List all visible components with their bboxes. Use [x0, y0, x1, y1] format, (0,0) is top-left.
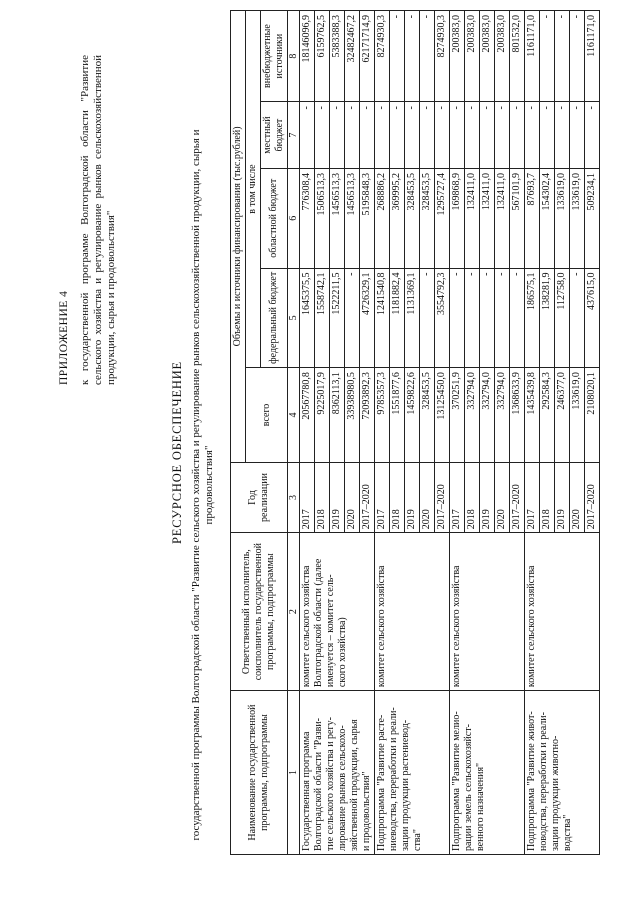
- regional-cell: 133619,0: [555, 168, 570, 268]
- federal-cell: 1558742,1: [315, 268, 330, 368]
- regional-cell: 132411,0: [495, 168, 510, 268]
- external-cell: 18146096,9: [300, 11, 315, 102]
- col-number: 2: [288, 533, 300, 691]
- total-cell: 9785357,3: [375, 368, 390, 463]
- federal-cell: -: [495, 268, 510, 368]
- year-cell: 2019: [480, 462, 495, 532]
- program-name-line: рации земель сельскохозяйст-: [463, 724, 474, 851]
- total-cell: 1551877,6: [390, 368, 405, 463]
- federal-cell: 1131369,1: [405, 268, 420, 368]
- federal-cell: 1645375,5: [300, 268, 315, 368]
- local-cell: -: [465, 102, 480, 169]
- header-executor: Ответственный исполнитель, соисполнитель государственной программы, подпрограммы: [231, 533, 288, 691]
- federal-cell: 112758,0: [555, 268, 570, 368]
- external-cell: 1161171,0: [585, 11, 600, 102]
- program-name-cell: [450, 691, 525, 855]
- local-cell: -: [420, 102, 435, 169]
- executor-cell: [375, 533, 450, 691]
- external-cell: 200383,0: [465, 11, 480, 102]
- external-cell: -: [570, 11, 585, 102]
- total-cell: 370251,9: [450, 368, 465, 463]
- federal-cell: -: [420, 268, 435, 368]
- year-cell: 2020: [420, 462, 435, 532]
- regional-cell: 1295727,4: [435, 168, 450, 268]
- regional-cell: 328453,5: [420, 168, 435, 268]
- external-cell: 32482467,2: [345, 11, 360, 102]
- federal-cell: -: [570, 268, 585, 368]
- regional-cell: 268886,2: [375, 168, 390, 268]
- program-name-cell: [375, 691, 450, 855]
- year-cell: 2017–2020: [585, 462, 600, 532]
- table-row: [375, 11, 390, 855]
- header-including: в том числе: [246, 11, 261, 368]
- federal-cell: 186575,1: [525, 268, 540, 368]
- local-cell: -: [450, 102, 465, 169]
- regional-cell: 132411,0: [480, 168, 495, 268]
- local-cell: -: [495, 102, 510, 169]
- total-cell: 13125450,0: [435, 368, 450, 463]
- regional-cell: 328453,5: [405, 168, 420, 268]
- external-cell: 5383388,3: [330, 11, 345, 102]
- executor-line: комитет сельского хозяйства: [376, 565, 387, 688]
- federal-cell: 437615,0: [585, 268, 600, 368]
- header-regional: областной бюджет: [261, 168, 288, 268]
- executor-cell: [450, 533, 525, 691]
- col-number: 7: [288, 102, 300, 169]
- appendix-reference: к государственной программе Волгоградской области "Развитие сельского хозяйства и регулирование рынков сельскохозяйственной продукции, сырья и продовольствия": [79, 55, 117, 385]
- external-cell: 200383,0: [450, 11, 465, 102]
- federal-cell: 1522211,5: [330, 268, 345, 368]
- total-cell: 133619,0: [570, 368, 585, 463]
- total-cell: 1459822,6: [405, 368, 420, 463]
- external-cell: 8274930,3: [435, 11, 450, 102]
- col-number: 8: [288, 11, 300, 102]
- local-cell: -: [300, 102, 315, 169]
- regional-cell: 776308,4: [300, 168, 315, 268]
- local-cell: -: [330, 102, 345, 169]
- header-total: всего: [246, 368, 288, 463]
- year-cell: 2018: [540, 462, 555, 532]
- year-cell: 2020: [345, 462, 360, 532]
- header-program: Наименование государственной программы, подпрограммы: [231, 691, 288, 855]
- program-name-line: зации продукции животно-: [550, 735, 561, 851]
- regional-cell: 5195848,3: [360, 168, 375, 268]
- regional-cell: 87693,7: [525, 168, 540, 268]
- program-name-line: венного назначения": [475, 762, 486, 851]
- executor-line: комитет сельского хозяйства: [526, 565, 537, 688]
- local-cell: -: [390, 102, 405, 169]
- regional-cell: 567101,9: [510, 168, 525, 268]
- col-number: 4: [288, 368, 300, 463]
- federal-cell: -: [450, 268, 465, 368]
- year-cell: 2017–2020: [435, 462, 450, 532]
- federal-cell: -: [480, 268, 495, 368]
- program-name-line: ства": [412, 829, 423, 851]
- external-cell: -: [420, 11, 435, 102]
- executor-cell: [525, 533, 600, 691]
- external-cell: 801532,0: [510, 11, 525, 102]
- federal-cell: -: [510, 268, 525, 368]
- federal-cell: -: [345, 268, 360, 368]
- executor-line: Волгоградской области (далее: [313, 558, 324, 688]
- program-name-cell: [300, 691, 375, 855]
- external-cell: 8274930,3: [375, 11, 390, 102]
- total-cell: 328453,5: [420, 368, 435, 463]
- program-name-line: зяйственной продукции, сырья: [349, 719, 360, 851]
- program-name-line: Подпрограмма "Развитие расте-: [376, 714, 387, 851]
- federal-cell: 138281,9: [540, 268, 555, 368]
- total-cell: 332794,0: [495, 368, 510, 463]
- executor-line: именуется – комитет сель-: [325, 574, 336, 688]
- local-cell: -: [480, 102, 495, 169]
- total-cell: 292584,3: [540, 368, 555, 463]
- header-federal: федеральный бюджет: [261, 268, 288, 368]
- header-external: внебюджетные источники: [261, 11, 288, 102]
- external-cell: 62171714,9: [360, 11, 375, 102]
- local-cell: -: [570, 102, 585, 169]
- regional-cell: 169868,9: [450, 168, 465, 268]
- program-name-line: водства": [562, 814, 573, 851]
- local-cell: -: [540, 102, 555, 169]
- executor-line: комитет сельского хозяйства: [301, 565, 312, 688]
- year-cell: 2017: [450, 462, 465, 532]
- local-cell: -: [585, 102, 600, 169]
- total-cell: 1368633,9: [510, 368, 525, 463]
- program-name-line: Подпрограмма "Развитие мелио-: [451, 711, 462, 851]
- year-cell: 2018: [315, 462, 330, 532]
- local-cell: -: [525, 102, 540, 169]
- year-cell: 2019: [555, 462, 570, 532]
- executor-line: комитет сельского хозяйства: [451, 565, 462, 688]
- federal-cell: 1241540,8: [375, 268, 390, 368]
- appendix-header: [58, 55, 118, 385]
- local-cell: -: [315, 102, 330, 169]
- program-name-line: тие сельского хозяйства и регу-: [325, 717, 336, 851]
- table-body: [300, 11, 600, 855]
- local-cell: -: [435, 102, 450, 169]
- col-number: 3: [288, 462, 300, 532]
- year-cell: 2019: [330, 462, 345, 532]
- regional-cell: 1456513,3: [330, 168, 345, 268]
- regional-cell: 369995,2: [390, 168, 405, 268]
- year-cell: 2018: [390, 462, 405, 532]
- program-name-line: Государственная программа: [301, 731, 312, 851]
- program-name-line: Волгоградской области "Разви-: [313, 717, 324, 851]
- col-number: 6: [288, 168, 300, 268]
- executor-line: ского хозяйства): [337, 617, 348, 688]
- regional-cell: 1456513,3: [345, 168, 360, 268]
- total-cell: 72093892,3: [360, 368, 375, 463]
- year-cell: 2017: [525, 462, 540, 532]
- year-cell: 2018: [465, 462, 480, 532]
- total-cell: 332794,0: [465, 368, 480, 463]
- table-row: [525, 11, 540, 855]
- year-cell: 2020: [495, 462, 510, 532]
- local-cell: -: [375, 102, 390, 169]
- year-cell: 2017–2020: [360, 462, 375, 532]
- program-name-line: лирование рынков сельскохо-: [337, 725, 348, 851]
- total-cell: 8362113,1: [330, 368, 345, 463]
- external-cell: 200383,0: [480, 11, 495, 102]
- regional-cell: 1506513,3: [315, 168, 330, 268]
- total-cell: 2108020,1: [585, 368, 600, 463]
- col-number: 5: [288, 268, 300, 368]
- program-name-cell: [525, 691, 600, 855]
- program-name-line: новодства, переработки и реали-: [538, 712, 549, 851]
- table-row: [300, 11, 315, 855]
- regional-cell: 509234,1: [585, 168, 600, 268]
- total-cell: 1435439,8: [525, 368, 540, 463]
- local-cell: -: [360, 102, 375, 169]
- program-name-line: зации продукции растениевод-: [400, 719, 411, 851]
- program-name-line: Подпрограмма "Развитие живот-: [526, 711, 537, 851]
- resource-table: [230, 10, 600, 855]
- header-funding: Объемы и источники финансирования (тыс.рублей): [231, 11, 246, 463]
- regional-cell: 133619,0: [570, 168, 585, 268]
- external-cell: -: [555, 11, 570, 102]
- document-title: РЕСУРСНОЕ ОБЕСПЕЧЕНИЕ: [170, 361, 184, 544]
- year-cell: 2020: [570, 462, 585, 532]
- external-cell: 1161171,0: [525, 11, 540, 102]
- col-number: 1: [288, 691, 300, 855]
- total-cell: 332794,0: [480, 368, 495, 463]
- external-cell: -: [540, 11, 555, 102]
- local-cell: -: [345, 102, 360, 169]
- executor-cell: [300, 533, 375, 691]
- document-subtitle: государственной программы Волгоградской области "Развитие сельского хозяйства и регулирование рынков сельскохозяйственной продукции, сырья и продовольствия": [190, 129, 215, 841]
- year-cell: 2017: [300, 462, 315, 532]
- federal-cell: 1181882,4: [390, 268, 405, 368]
- federal-cell: -: [465, 268, 480, 368]
- header-year: Год реализации: [231, 462, 288, 532]
- program-name-line: и продовольствия": [361, 771, 372, 851]
- federal-cell: 4726329,1: [360, 268, 375, 368]
- external-cell: -: [390, 11, 405, 102]
- table-row: [450, 11, 465, 855]
- total-cell: 9225017,9: [315, 368, 330, 463]
- year-cell: 2017–2020: [510, 462, 525, 532]
- year-cell: 2017: [375, 462, 390, 532]
- local-cell: -: [510, 102, 525, 169]
- program-name-line: ниеводства, переработки и реали-: [388, 707, 399, 851]
- total-cell: 246377,0: [555, 368, 570, 463]
- federal-cell: 3554792,3: [435, 268, 450, 368]
- local-cell: -: [555, 102, 570, 169]
- external-cell: 200383,0: [495, 11, 510, 102]
- year-cell: 2019: [405, 462, 420, 532]
- regional-cell: 132411,0: [465, 168, 480, 268]
- total-cell: 33938980,5: [345, 368, 360, 463]
- header-local: местный бюджет: [261, 102, 288, 169]
- total-cell: 20567780,8: [300, 368, 315, 463]
- external-cell: -: [405, 11, 420, 102]
- external-cell: 6159762,5: [315, 11, 330, 102]
- regional-cell: 154302,4: [540, 168, 555, 268]
- local-cell: -: [405, 102, 420, 169]
- appendix-number: ПРИЛОЖЕНИЕ 4: [58, 290, 70, 385]
